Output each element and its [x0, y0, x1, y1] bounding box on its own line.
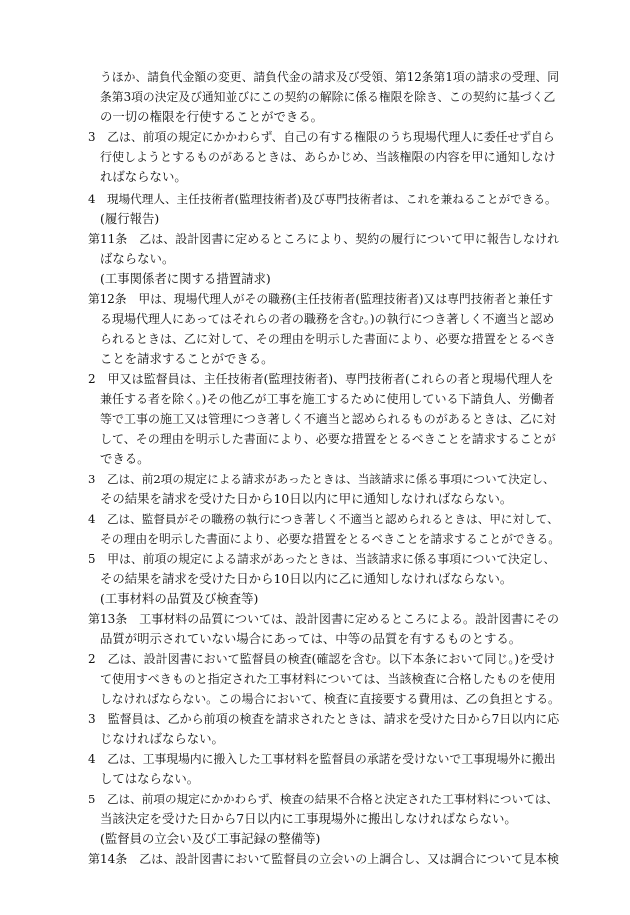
text-line: ばならない。 [100, 251, 175, 266]
text-line: 品質が明示されていない場合にあっては、中等の品質を有するものとする。 [100, 631, 522, 646]
text-line: 4 現場代理人、主任技術者(監理技術者)及び専門技術者は、これを兼ねることができる。 [88, 192, 557, 206]
text-line: 2 乙は、設計図書において監督員の検査(確認を含む。以下本条において同じ。)を受け [88, 652, 556, 666]
section-heading: (工事材料の品質及び検査等) [100, 591, 259, 606]
text-line: 4 乙は、工事現場内に搬入した工事材料を監督員の承諾を受けないで工事現場外に搬出 [88, 752, 556, 766]
text-line: して、その理由を明示した書面により、必要な措置をとるべきことを請求することが [100, 432, 556, 446]
article-line: 第14条 乙は、設計図書において監督員の立会いの上調合し、又は調合について見本検 [88, 852, 560, 866]
article-line: 第11条 乙は、設計図書に定めるところにより、契約の履行について甲に報告しなけれ [88, 232, 560, 246]
text-line: その結果を請求を受けた日から10日以内に甲に通知しなければならない。 [100, 491, 513, 506]
text-line: 3 乙は、前項の規定にかかわらず、自己の有する権限のうち現場代理人に委任せず自ら [88, 130, 555, 144]
article-line: 第13条 工事材料の品質については、設計図書に定めるところによる。設計図書にその [88, 612, 560, 626]
section-heading: (履行報告) [100, 211, 160, 226]
text-line: 5 乙は、前項の規定にかかわらず、検査の結果不合格と決定された工事材料については、 [88, 792, 558, 806]
text-line: 5 甲は、前項の規定による請求があったときは、当該請求に係る事項について決定し、 [88, 552, 556, 566]
text-line: 4 乙は、監督員がその職務の執行につき著しく不適当と認められるときは、甲に対して、 [88, 512, 559, 526]
text-line: ればならない。 [100, 169, 187, 184]
text-line: してはならない。 [100, 771, 200, 786]
text-line: られるときは、乙に対して、その理由を明示した書面により、必要な措置をとるべき [100, 332, 556, 346]
section-heading: (工事関係者に関する措置請求) [100, 271, 271, 286]
text-line: 等で工事の施工又は管理につき著しく不適当と認められるものがあるときは、乙に対 [100, 412, 556, 426]
text-line: うほか、請負代金額の変更、請負代金の請求及び受領、第12条第1項の請求の受理、同 [100, 70, 560, 84]
text-line: る現場代理人にあってはそれらの者の職務を含む。)の執行につき著しく不適当と認め [100, 312, 555, 326]
text-line: 3 監督員は、乙から前項の検査を請求されたときは、請求を受けた日から7日以内に応 [88, 712, 560, 726]
text-line: 行使しようとするものがあるときは、あらかじめ、当該権限の内容を甲に通知しなけ [100, 150, 556, 164]
text-line: しなければならない。この場合において、検査に直接要する費用は、乙の負担とする。 [100, 692, 560, 706]
text-line: 当該決定を受けた日から7日以内に工事現場外に搬出しなければならない。 [100, 811, 517, 826]
text-line: て使用すべきものと指定された工事材料については、当該検査に合格したものを使用 [100, 672, 556, 686]
section-heading: (監督員の立会い及び工事記録の整備等) [100, 831, 321, 846]
text-line: じなければならない。 [100, 731, 224, 746]
text-line: 兼任する者を除く。)その他乙が工事を施工するために使用している下請負人、労働者 [100, 392, 555, 406]
text-line: 2 甲又は監督員は、主任技術者(監理技術者)、専門技術者(これらの者と現場代理人を [88, 372, 554, 386]
text-line: その結果を請求を受けた日から10日以内に乙に通知しなければならない。 [100, 571, 513, 586]
text-line: ことを請求することができる。 [100, 351, 274, 366]
text-line: の一切の権限を行使することができる。 [100, 109, 324, 124]
text-line: その理由を明示した書面により、必要な措置をとるべきことを請求することができる。 [100, 532, 561, 546]
text-line: 3 乙は、前2項の規定による請求があったときは、当該請求に係る事項について決定し、 [88, 472, 555, 486]
text-line: できる。 [100, 451, 150, 466]
text-line: 条第3項の決定及び通知並びにこの契約の解除に係る権限を除き、この契約に基づく乙 [100, 90, 556, 104]
article-line: 第12条 甲は、現場代理人がその職務(主任技術者(監理技術者)又は専門技術者と兼任す [88, 292, 554, 306]
